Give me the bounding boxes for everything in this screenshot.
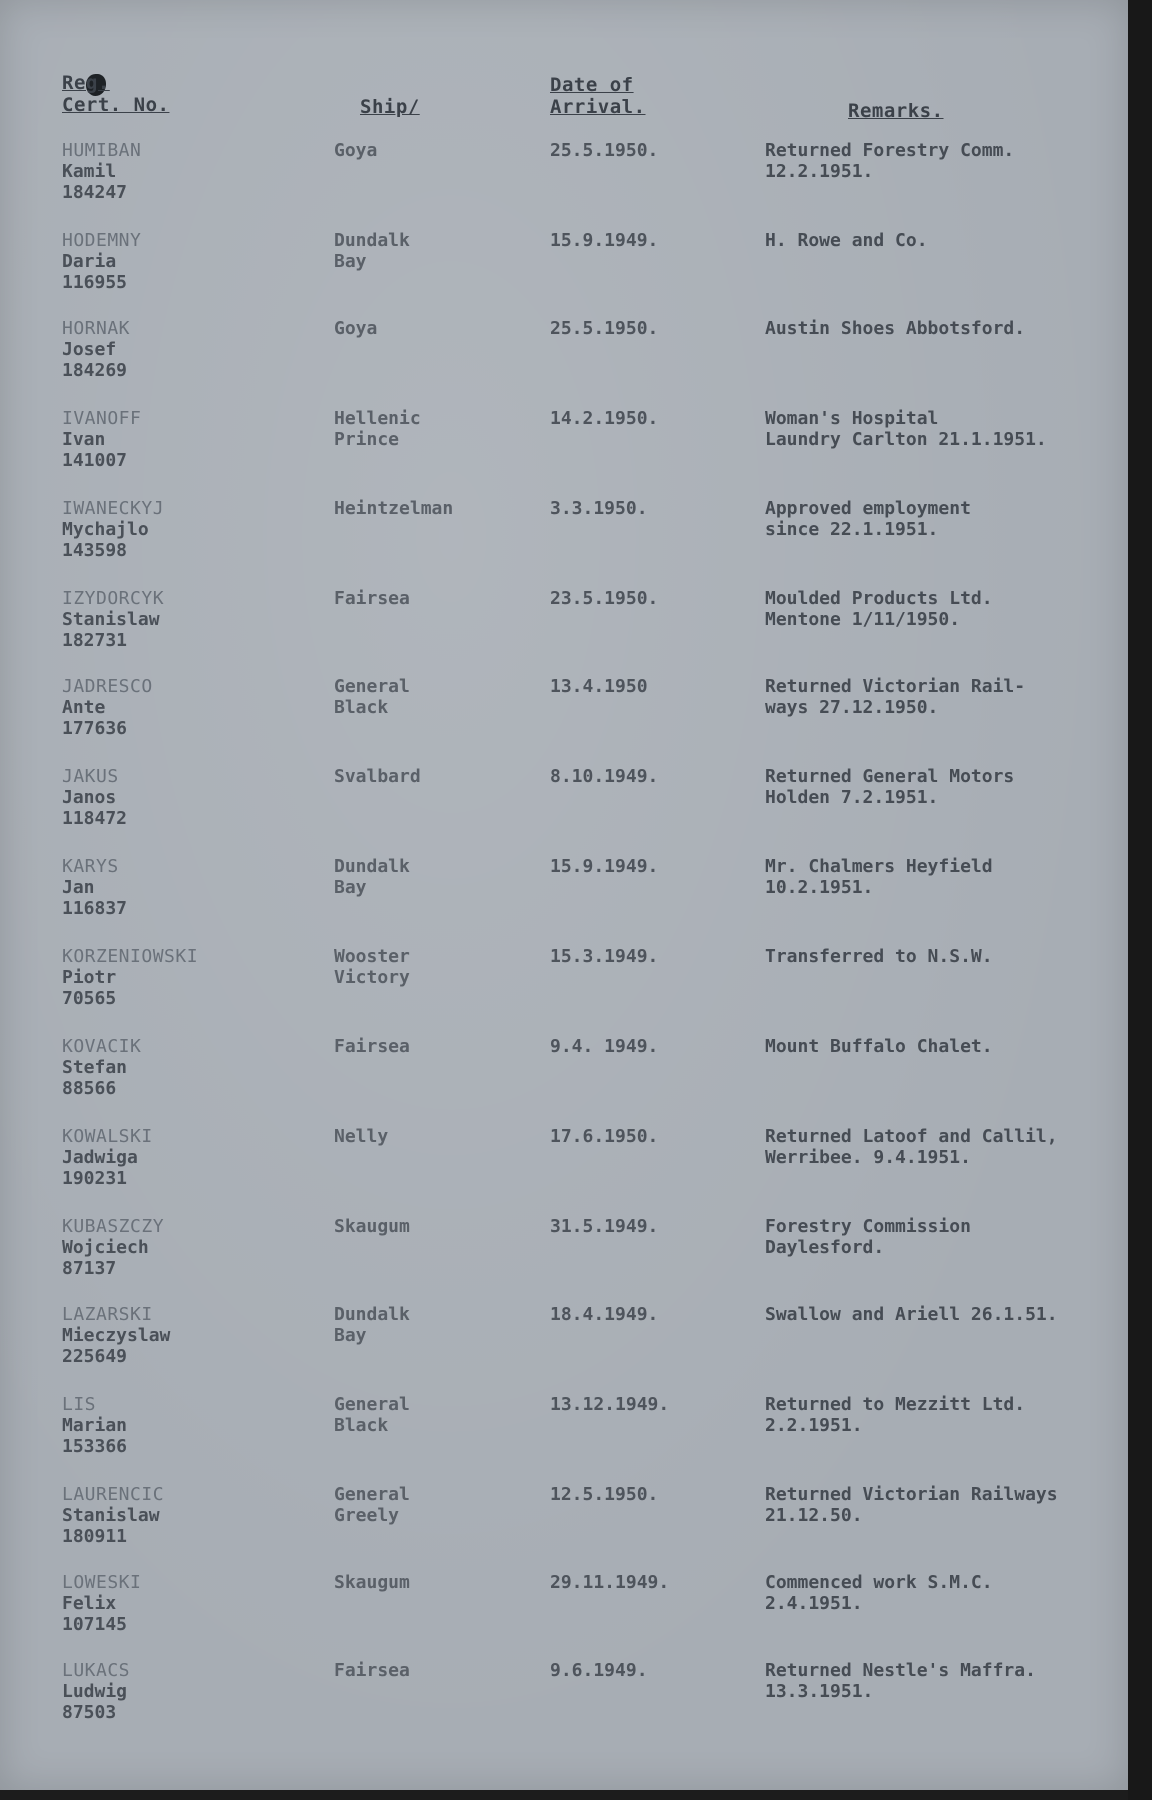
cert-number: 153366: [62, 1436, 128, 1457]
remarks-text: Mr. Chalmers Heyfield 10.2.1951.: [765, 856, 993, 898]
remarks-text: Returned Forestry Comm. 12.2.1951.: [765, 140, 1015, 182]
cert-number: 190231: [62, 1168, 128, 1189]
list-item: [0, 1304, 1128, 1392]
cert-number: 70565: [62, 988, 117, 1009]
cert-number: 180911: [62, 1526, 128, 1547]
arrival-date: 23.5.1950.: [550, 588, 659, 609]
list-item: [0, 230, 1128, 318]
list-item: [0, 1484, 1128, 1572]
cert-number: 87503: [62, 1702, 117, 1723]
cert-number: 177636: [62, 718, 128, 739]
list-item: [0, 318, 1128, 406]
person-cell: [62, 1484, 272, 1547]
person-cell: [62, 1572, 272, 1635]
remarks-text: Returned General Motors Holden 7.2.1951.: [765, 766, 1015, 808]
surname: LAZARSKI: [62, 1304, 153, 1325]
given-name: Josef: [62, 339, 117, 360]
list-item: [0, 1216, 1128, 1304]
given-name: Marian: [62, 1415, 128, 1436]
given-name: Jan: [62, 877, 95, 898]
cert-number: 184269: [62, 360, 128, 381]
surname: IWANECKYJ: [62, 498, 165, 519]
remarks-text: Austin Shoes Abbotsford.: [765, 318, 1026, 339]
person-cell: [62, 230, 272, 293]
surname: KOVACIK: [62, 1036, 142, 1057]
list-item: [0, 1394, 1128, 1482]
cert-number: 184247: [62, 182, 128, 203]
header-date-of-arrival: Date of Arrival.: [550, 74, 646, 118]
given-name: Stefan: [62, 1057, 128, 1078]
arrival-date: 3.3.1950.: [550, 498, 648, 519]
arrival-date: 13.12.1949.: [550, 1394, 670, 1415]
cert-number: 182731: [62, 630, 128, 651]
ship-name: General Black: [334, 676, 410, 718]
header-remarks: Remarks.: [848, 100, 944, 122]
remarks-text: Moulded Products Ltd. Mentone 1/11/1950.: [765, 588, 993, 630]
ship-name: Nelly: [334, 1126, 389, 1147]
list-item: [0, 1036, 1128, 1124]
remarks-text: Returned Victorian Railways 21.12.50.: [765, 1484, 1058, 1526]
given-name: Ludwig: [62, 1681, 128, 1702]
arrival-date: 14.2.1950.: [550, 408, 659, 429]
person-cell: [62, 318, 272, 381]
arrival-date: 17.6.1950.: [550, 1126, 659, 1147]
cert-number: 225649: [62, 1346, 128, 1367]
ship-name: Hellenic Prince: [334, 408, 421, 450]
cert-number: 88566: [62, 1078, 117, 1099]
cert-number: 107145: [62, 1614, 128, 1635]
arrival-date: 25.5.1950.: [550, 140, 659, 161]
given-name: Mieczyslaw: [62, 1325, 171, 1346]
person-cell: [62, 856, 272, 919]
ship-name: Dundalk Bay: [334, 1304, 410, 1346]
person-cell: [62, 1394, 272, 1457]
ship-name: Wooster Victory: [334, 946, 410, 988]
ship-name: Fairsea: [334, 588, 410, 609]
surname: KORZENIOWSKI: [62, 946, 199, 967]
person-cell: [62, 1304, 272, 1367]
ship-name: Dundalk Bay: [334, 230, 410, 272]
list-item: [0, 946, 1128, 1034]
person-cell: [62, 1036, 272, 1099]
surname: KUBASZCZY: [62, 1216, 165, 1237]
header-ship: Ship/: [360, 96, 420, 118]
remarks-text: Commenced work S.M.C. 2.4.1951.: [765, 1572, 993, 1614]
list-item: [0, 140, 1128, 228]
remarks-text: Returned to Mezzitt Ltd. 2.2.1951.: [765, 1394, 1026, 1436]
surname: HORNAK: [62, 318, 131, 339]
person-cell: [62, 498, 272, 561]
arrival-date: 13.4.1950: [550, 676, 648, 697]
ship-name: Goya: [334, 318, 378, 339]
surname: IZYDORCYK: [62, 588, 165, 609]
given-name: Stanislaw: [62, 609, 160, 630]
arrival-date: 31.5.1949.: [550, 1216, 659, 1237]
given-name: Ante: [62, 697, 106, 718]
ship-name: Heintzelman: [334, 498, 454, 519]
person-cell: [62, 588, 272, 651]
scan-edge: [1128, 0, 1152, 1800]
person-cell: [62, 1660, 272, 1723]
surname: KARYS: [62, 856, 119, 877]
arrival-date: 9.6.1949.: [550, 1660, 648, 1681]
cert-number: 143598: [62, 540, 128, 561]
remarks-text: Returned Latoof and Callil, Werribee. 9.4.1951.: [765, 1126, 1058, 1168]
person-cell: [62, 766, 272, 829]
list-item: [0, 676, 1128, 764]
person-cell: [62, 140, 272, 203]
list-item: [0, 1126, 1128, 1214]
given-name: Felix: [62, 1593, 117, 1614]
arrival-date: 8.10.1949.: [550, 766, 659, 787]
surname: HODEMNY: [62, 230, 142, 251]
given-name: Mychajlo: [62, 519, 149, 540]
arrival-date: 29.11.1949.: [550, 1572, 670, 1593]
ship-name: General Black: [334, 1394, 410, 1436]
arrival-date: 15.9.1949.: [550, 856, 659, 877]
ship-name: Skaugum: [334, 1572, 410, 1593]
cert-number: 141007: [62, 450, 128, 471]
remarks-text: Returned Nestle's Maffra. 13.3.1951.: [765, 1660, 1036, 1702]
surname: LOWESKI: [62, 1572, 142, 1593]
person-cell: [62, 1126, 272, 1189]
list-item: [0, 588, 1128, 676]
list-item: [0, 766, 1128, 854]
surname: IVANOFF: [62, 408, 142, 429]
ship-name: Fairsea: [334, 1036, 410, 1057]
surname: JADRESCO: [62, 676, 153, 697]
surname: LAURENCIC: [62, 1484, 165, 1505]
remarks-text: Approved employment since 22.1.1951.: [765, 498, 971, 540]
remarks-text: H. Rowe and Co.: [765, 230, 928, 251]
remarks-text: Forestry Commission Daylesford.: [765, 1216, 971, 1258]
ship-name: Fairsea: [334, 1660, 410, 1681]
given-name: Ivan: [62, 429, 106, 450]
list-item: [0, 498, 1128, 586]
ship-name: Dundalk Bay: [334, 856, 410, 898]
cert-number: 116955: [62, 272, 128, 293]
arrival-date: 12.5.1950.: [550, 1484, 659, 1505]
given-name: Piotr: [62, 967, 117, 988]
arrival-date: 18.4.1949.: [550, 1304, 659, 1325]
list-item: [0, 1660, 1128, 1748]
ship-name: Skaugum: [334, 1216, 410, 1237]
given-name: Janos: [62, 787, 117, 808]
list-item: [0, 856, 1128, 944]
cert-number: 116837: [62, 898, 128, 919]
ship-name: Goya: [334, 140, 378, 161]
ship-name: Svalbard: [334, 766, 421, 787]
remarks-text: Transferred to N.S.W.: [765, 946, 993, 967]
surname: LUKACS: [62, 1660, 131, 1681]
cert-number: 118472: [62, 808, 128, 829]
cert-number: 87137: [62, 1258, 117, 1279]
remarks-text: Returned Victorian Rail- ways 27.12.1950.: [765, 676, 1026, 718]
list-item: [0, 408, 1128, 496]
person-cell: [62, 676, 272, 739]
surname: LIS: [62, 1394, 97, 1415]
given-name: Stanislaw: [62, 1505, 160, 1526]
header-cert-no: Reg. Cert. No.: [62, 72, 170, 116]
list-item: [0, 1572, 1128, 1660]
arrival-date: 15.9.1949.: [550, 230, 659, 251]
given-name: Kamil: [62, 161, 117, 182]
surname: JAKUS: [62, 766, 119, 787]
arrival-date: 9.4. 1949.: [550, 1036, 659, 1057]
given-name: Daria: [62, 251, 117, 272]
given-name: Wojciech: [62, 1237, 149, 1258]
surname: KOWALSKI: [62, 1126, 153, 1147]
ship-name: General Greely: [334, 1484, 410, 1526]
remarks-text: Swallow and Ariell 26.1.51.: [765, 1304, 1058, 1325]
remarks-text: Mount Buffalo Chalet.: [765, 1036, 993, 1057]
given-name: Jadwiga: [62, 1147, 138, 1168]
person-cell: [62, 408, 272, 471]
arrival-date: 15.3.1949.: [550, 946, 659, 967]
arrival-date: 25.5.1950.: [550, 318, 659, 339]
remarks-text: Woman's Hospital Laundry Carlton 21.1.1951.: [765, 408, 1047, 450]
person-cell: [62, 946, 272, 1009]
person-cell: [62, 1216, 272, 1279]
surname: HUMIBAN: [62, 140, 142, 161]
